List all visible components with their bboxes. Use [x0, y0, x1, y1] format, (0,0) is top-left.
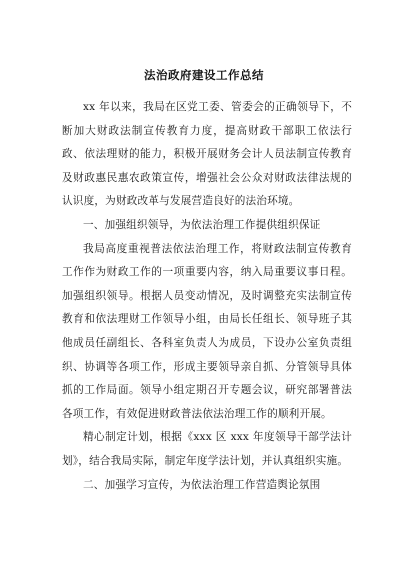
document-body — [62, 96, 352, 497]
body-paragraph: 我局高度重视普法依法治理工作，将财政法制宣传教育工作作为财政工作的一项重要内容，纳入局重要议事日程。加强组织领导。根据人员变动情况，及时调整充实法制宣传教育和依法理财工作领导小组，由局长任组长、领导班子其他成员任副组长、各科室负责人为成员，下设办公室负责组织、协调等各项工作，形成主要领导亲自抓、分管领导具体抓的工作局面。领导小组定期召开专题会议，研究部署普法各项工作，有效促进财政普法依法治理工作的顺利开展。 — [62, 242, 352, 420]
document-title: 法治政府建设工作总结 — [144, 68, 264, 82]
section-heading-2: 二、加强学习宣传，为依法治理工作营造舆论氛围 — [83, 478, 321, 491]
section-heading-1: 一、加强组织领导，为依法治理工作提供组织保证 — [83, 218, 321, 231]
body-paragraph: 精心制定计划，根据《xxx 区 xxx 年度领导干部学法计划》，结合我局实际，制定年度学法计划，并认真组织实施。 — [62, 431, 352, 467]
intro-paragraph: xx 年以来，我局在区党工委、管委会的正确领导下，不断加大财政法制宣传教育力度，提高财政干部职工依法行政、依法理财的能力，积极开展财务会计人员法制宣传教育及财政惠民惠农政策宣传，增强社会公众对财政法律法规的认识度，为财政改革与发展营造良好的法治环境。 — [62, 101, 352, 208]
